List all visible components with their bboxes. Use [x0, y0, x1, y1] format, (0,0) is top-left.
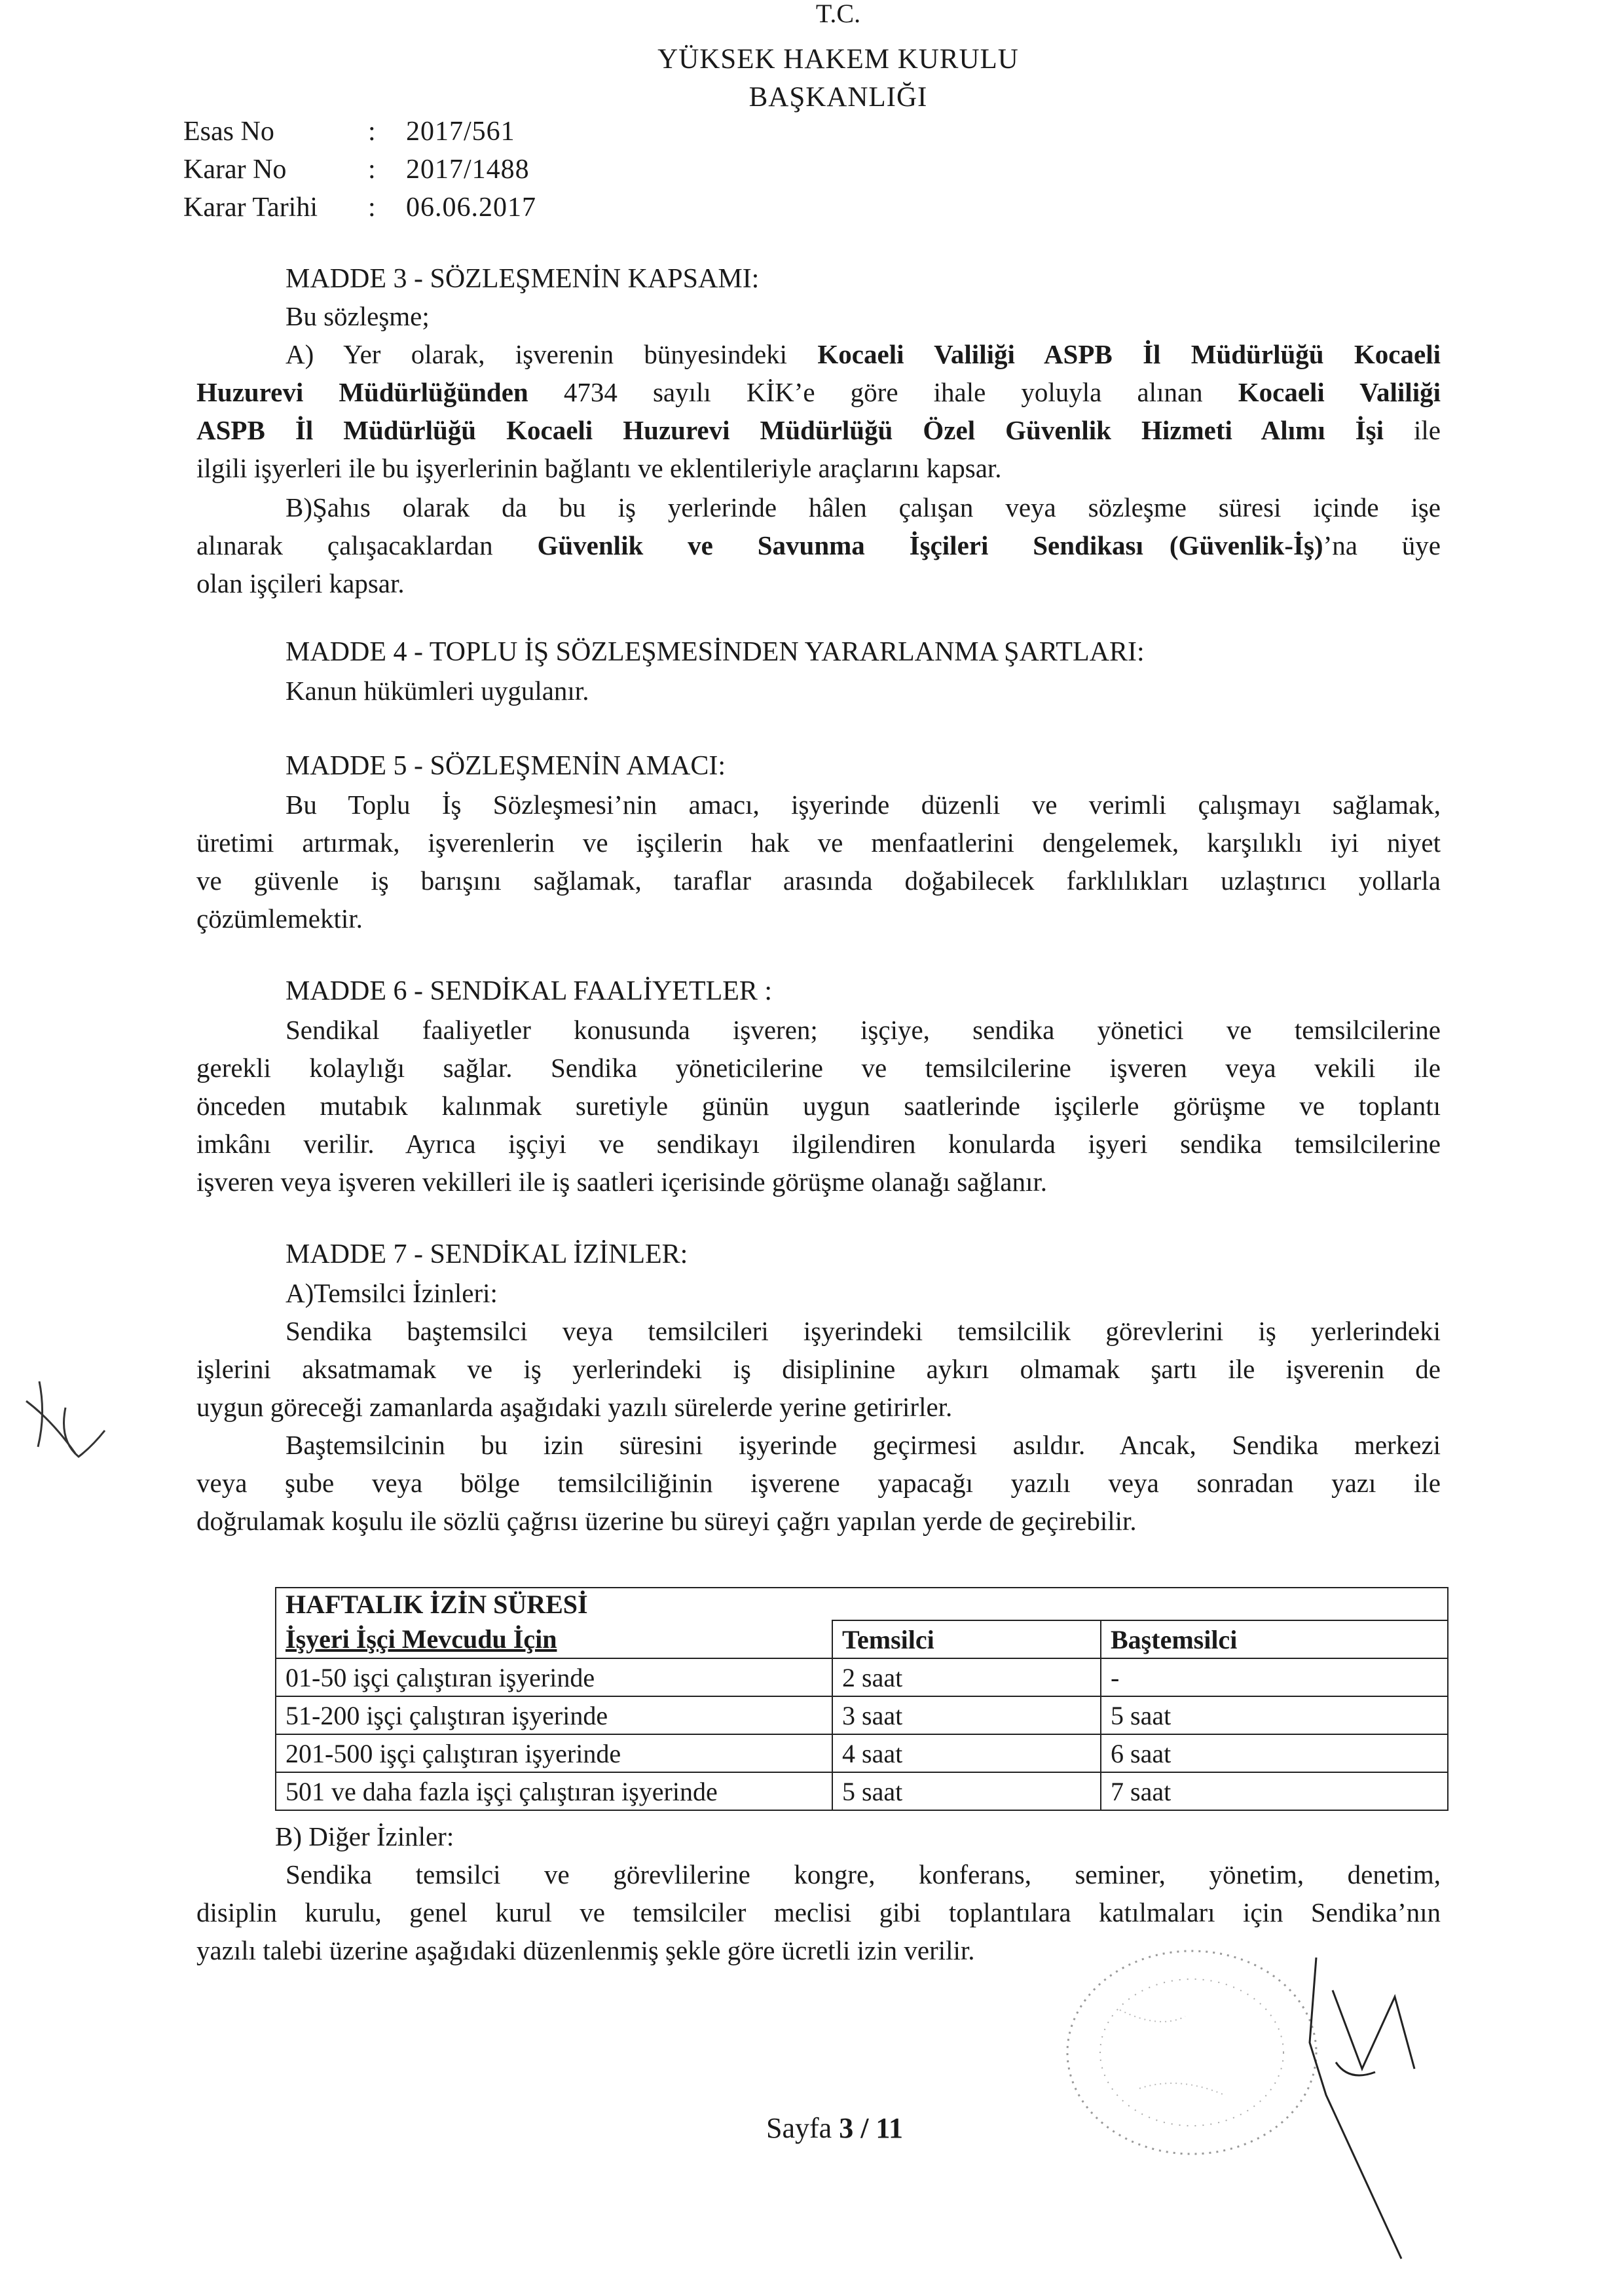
madde6-line-5: işveren veya işveren vekilleri ile iş saatleri içerisinde görüşme olanağı sağlanır.: [196, 1167, 1048, 1197]
madde3-title: MADDE 3 - SÖZLEŞMENİN KAPSAMI:: [286, 264, 760, 294]
madde3-b-line-2-bold: Güvenlik ve Savunma İşçileri Sendikası: [537, 530, 1143, 560]
madde3-b-paragraph: [196, 488, 1441, 602]
madde3-b-line-2-text: alınarak çalışacaklardan: [196, 530, 538, 560]
madde7-a-heading: A)Temsilci İzinleri:: [286, 1278, 498, 1308]
madde7-p3-line-2: disiplin kurulu, genel kurul ve temsilciler meclisi gibi toplantılara katılmaları için Sendika’nın: [196, 1897, 1441, 1927]
institution-line-1: YÜKSEK HAKEM KURULU: [657, 44, 1019, 75]
madde3-b-line-2-bold2: (Güvenlik-İş): [1169, 530, 1323, 560]
table-cell: 2 saat: [832, 1658, 1101, 1696]
madde7-p3-line-3: yazılı talebi üzerine aşağıdaki düzenlenmiş şekle göre ücretli izin verilir.: [196, 1935, 975, 1965]
margin-initials-signature: [13, 1368, 124, 1467]
madde3-a-line-3-bold: ASPB İl Müdürlüğü Kocaeli Huzurevi Müdürlüğü Özel Güvenlik Hizmeti Alımı İşi: [196, 415, 1384, 445]
table-title-row: [276, 1588, 1448, 1620]
madde3-a-line-2-text: 4734 sayılı KİK’e göre ihale yoluyla alınan: [528, 377, 1238, 407]
esas-colon: :: [368, 117, 376, 147]
madde3-a-line-1-bold: Kocaeli Valiliği ASPB İl Müdürlüğü Kocaeli: [817, 339, 1441, 369]
institution-name: [570, 41, 1107, 117]
table-row: [276, 1696, 1448, 1734]
table-row: [276, 1772, 1448, 1810]
madde6-title: MADDE 6 - SENDİKAL FAALİYETLER :: [286, 976, 773, 1006]
page-current: 3: [839, 2112, 854, 2144]
madde3-a-paragraph: [196, 335, 1441, 487]
madde7-p1-line-3: uygun göreceği zamanlarda aşağıdaki yazılı sürelerde yerine getirirler.: [196, 1392, 953, 1422]
table-cell: 5 saat: [1101, 1696, 1448, 1734]
header-tc: T.C.: [815, 0, 861, 28]
tarih-colon: :: [368, 192, 376, 223]
madde3-a-line-1-text: A) Yer olarak, işverenin bünyesindeki: [286, 339, 818, 369]
madde4-text: Kanun hükümleri uygulanır.: [286, 676, 589, 706]
madde7-p1-line-2: işlerini aksatmamak ve iş yerlerindeki iş disiplinine aykırı olmamak şartı ile işverenin de: [196, 1354, 1441, 1384]
madde5-line-4: çözümlemektir.: [196, 903, 363, 934]
table-cell: 4 saat: [832, 1734, 1101, 1772]
table-header-cell: İşyeri İşçi Mevcudu İçin: [276, 1620, 832, 1658]
tarih-value: 06.06.2017: [406, 192, 536, 223]
page-number: [766, 2111, 903, 2145]
table-row: [276, 1734, 1448, 1772]
table-row: [276, 1658, 1448, 1696]
haftalik-izin-table: [275, 1587, 1449, 1811]
table-cell: 51-200 işçi çalıştıran işyerinde: [276, 1696, 832, 1734]
madde7-b-heading: B) Diğer İzinler:: [275, 1821, 454, 1851]
madde7-p1-line-1: Sendika baştemsilci veya temsilcileri işyerindeki temsilcilik görevlerini iş yerlerindeki: [286, 1316, 1441, 1346]
madde3-a-line-2-bold: Huzurevi Müdürlüğünden: [196, 377, 528, 407]
tarih-label: Karar Tarihi: [183, 192, 318, 223]
table-cell: 3 saat: [832, 1696, 1101, 1734]
madde5-line-2: üretimi artırmak, işverenlerin ve işçilerin hak ve menfaatlerini dengelemek, karşılıklı iyi niyet: [196, 828, 1441, 858]
table-header-cell: Temsilci: [832, 1620, 1101, 1658]
madde3-b-line-2: [196, 526, 1441, 564]
madde3-b-line-1: B)Şahıs olarak da bu iş yerlerinde hâlen çalışan veya sözleşme süresi içinde işe: [286, 492, 1441, 522]
madde5-title: MADDE 5 - SÖZLEŞMENİN AMACI:: [286, 751, 726, 781]
madde6-line-4: imkânı verilir. Ayrıca işçiyi ve sendikayı ilgilendiren konularda işyeri sendika temsilcilerine: [196, 1129, 1441, 1159]
madde5-line-3: ve güvenle iş barışını sağlamak, taraflar arasında doğabilecek farklılıkları uzlaştırıcı yollarla: [196, 866, 1441, 896]
institution-line-2: BAŞKANLIĞI: [748, 82, 928, 113]
madde3-b-line-2-post: ’na üye: [1323, 530, 1441, 560]
table-cell: 6 saat: [1101, 1734, 1448, 1772]
table-cell: 5 saat: [832, 1772, 1101, 1810]
table-header-cell: Baştemsilci: [1101, 1620, 1448, 1658]
madde3-a-line-1: [196, 335, 1441, 373]
table-cell: -: [1101, 1658, 1448, 1696]
madde4-title: MADDE 4 - TOPLU İŞ SÖZLEŞMESİNDEN YARARLANMA ŞARTLARI:: [286, 637, 1145, 667]
madde7-p2-line-1: Baştemsilcinin bu izin süresini işyerinde geçirmesi asıldır. Ancak, Sendika merkezi: [286, 1430, 1441, 1460]
madde6-line-1: Sendikal faaliyetler konusunda işveren; işçiye, sendika yönetici ve temsilcilerine: [286, 1015, 1441, 1045]
karar-row: [183, 151, 536, 189]
esas-label: Esas No: [183, 117, 274, 147]
madde3-a-line-2: [196, 373, 1441, 411]
madde3-b-line-3: olan işçileri kapsar.: [196, 568, 405, 598]
page-separator: /: [853, 2112, 876, 2144]
madde3-a-line-2-bold2: Kocaeli Valiliği: [1238, 377, 1441, 407]
table-cell: 501 ve daha fazla işçi çalıştıran işyerinde: [276, 1772, 832, 1810]
madde6-paragraph: [196, 1011, 1441, 1201]
madde5-paragraph: [196, 786, 1441, 938]
madde3-a-line-3: [196, 411, 1441, 449]
table-cell: 201-500 işçi çalıştıran işyerinde: [276, 1734, 832, 1772]
case-meta: [183, 113, 536, 227]
madde7-title: MADDE 7 - SENDİKAL İZİNLER:: [286, 1239, 688, 1269]
page-total: 11: [876, 2112, 903, 2144]
table-header-row: [276, 1620, 1448, 1658]
tarih-row: [183, 189, 536, 227]
madde6-line-3: önceden mutabık kalınmak suretiyle günün uygun saatlerinde işçilerle görüşme ve toplantı: [196, 1091, 1441, 1121]
page-label: Sayfa: [766, 2112, 840, 2144]
madde3-a-line-4: ilgili işyerleri ile bu işyerlerinin bağlantı ve eklentileriyle araçlarını kapsar.: [196, 453, 1002, 483]
esas-value: 2017/561: [406, 117, 515, 147]
madde7-paragraph-2: [196, 1426, 1441, 1540]
madde3-intro: Bu sözleşme;: [286, 301, 430, 331]
madde7-p2-line-3: doğrulamak koşulu ile sözlü çağrısı üzerine bu süreyi çağrı yapılan yerde de geçirebilir.: [196, 1506, 1137, 1536]
esas-row: [183, 113, 536, 151]
karar-colon: :: [368, 155, 376, 185]
table-title: HAFTALIK İZİN SÜRESİ: [276, 1588, 1448, 1620]
karar-value: 2017/1488: [406, 155, 530, 185]
signature: [1297, 1931, 1454, 2272]
madde7-p2-line-2: veya şube veya bölge temsilciliğinin işverene yapacağı yazılı veya sonradan yazı ile: [196, 1468, 1441, 1498]
karar-label: Karar No: [183, 155, 287, 185]
madde5-line-1: Bu Toplu İş Sözleşmesi’nin amacı, işyerinde düzenli ve verimli çalışmayı sağlamak,: [286, 790, 1441, 820]
table-cell: 01-50 işçi çalıştıran işyerinde: [276, 1658, 832, 1696]
madde7-p3-line-1: Sendika temsilci ve görevlilerine kongre, konferans, seminer, yönetim, denetim,: [286, 1859, 1441, 1889]
madde3-a-line-3-text: ile: [1383, 415, 1441, 445]
table-cell: 7 saat: [1101, 1772, 1448, 1810]
madde7-paragraph-1: [196, 1312, 1441, 1426]
madde6-line-2: gerekli kolaylığı sağlar. Sendika yöneticilerine ve temsilcilerine işveren veya vekili ile: [196, 1053, 1441, 1083]
